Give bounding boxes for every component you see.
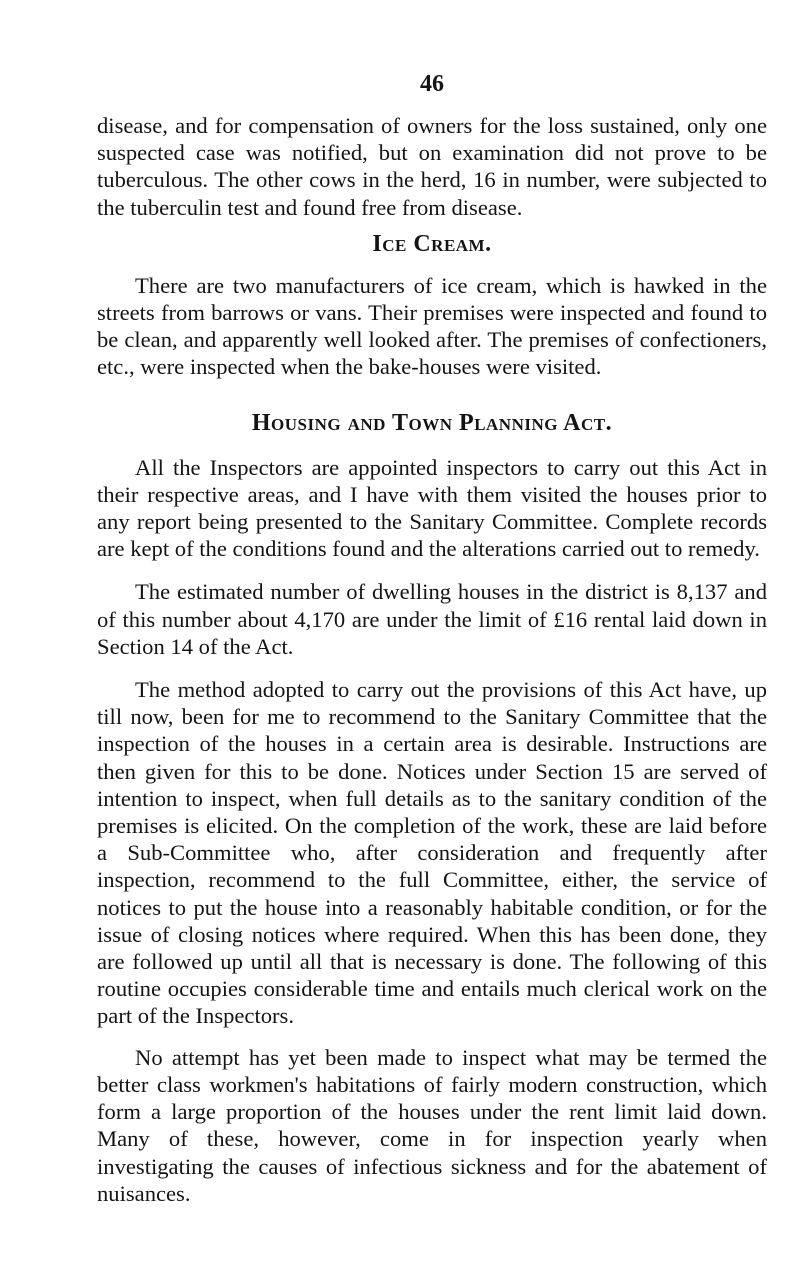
document-page [97,70,767,1207]
page-number: 46 [420,71,444,97]
ice-cream-paragraph: There are two manufacturers of ice cream, which is hawked in the streets from barrows or vans. Their premises were inspected and found to be clean, and apparently well looked after. The premises of confectioners, etc., were inspected when the bake-houses were visited. [97,272,767,380]
ice-cream-heading: Ice Cream. [372,230,492,257]
opening-paragraph: disease, and for compensation of owners for the loss sustained, only one suspected case was notified, but on examination did not prove to be tuberculous. The other cows in the herd, 16 in number, were subjected to the tuberculin test and found free from disease. [97,113,767,220]
housing-paragraph-estimated-houses: The estimated number of dwelling houses in the district is 8,137 and of this number about 4,170 are under the limit of £16 rental laid down in Section 14 of the Act. [97,579,767,659]
housing-paragraph-method: The method adopted to carry out the provisions of this Act have, up till now, been for me to recommend to the Sanitary Committee that the inspection of the houses in a certain area is desirable. Instructions are then given for this to be done. Notices under Section 15 are served of intention to inspect, when full details as to the sanitary condition of the premises is elicited. On the completion of the work, these are laid before a Sub-Committee who, after consideration and frequently after inspection, recommend to the full Committee, either, the service of notices to put the house into a reasonably habitable condition, or for the issue of closing notices where required. When this has been done, they are followed up until all that is necessary is done. The following of this routine occupies considerable time and entails much clerical work on the part of the Inspectors. [97,677,767,1029]
housing-paragraph-inspectors: All the Inspectors are appointed inspectors to carry out this Act in their respective areas, and I have with them visited the houses prior to any report being presented to the Sanitary Committee. Complete records are kept of the conditions found and the alterations carried out to remedy. [97,454,767,562]
housing-heading: Housing and Town Planning Act. [251,409,613,436]
housing-paragraph-no-attempt: No attempt has yet been made to inspect what may be termed the better class workmen's habitations of fairly modern construction, which form a large proportion of the houses under the rent limit laid down. Many of these, however, come in for inspection yearly when investigating the causes of infectious sickness and for the abatement of nuisances. [97,1044,767,1206]
